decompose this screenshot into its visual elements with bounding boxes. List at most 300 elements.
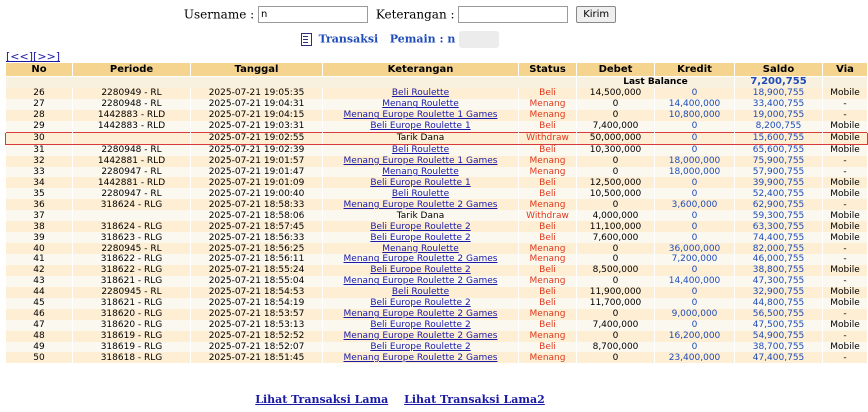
cell-kredit: 0	[655, 188, 735, 199]
cell-keterangan	[323, 110, 519, 121]
keterangan-link[interactable]: Beli Roulette	[391, 145, 450, 156]
cell-via: Mobile	[823, 221, 868, 232]
cell-no: 42	[6, 265, 73, 276]
cell-debet: 0	[577, 243, 655, 254]
cell-kredit: 18,000,000	[655, 167, 735, 178]
keterangan-input[interactable]	[458, 6, 568, 23]
lihat-transaksi-lama-link[interactable]: Lihat Transaksi Lama	[255, 393, 389, 406]
cell-saldo: 54,900,755	[735, 331, 823, 342]
cell-keterangan	[323, 199, 519, 210]
cell-status: Beli	[519, 265, 577, 276]
cell-keterangan	[323, 232, 519, 243]
cell-status: Beli	[519, 342, 577, 353]
cell-debet: 4,000,000	[577, 210, 655, 221]
cell-saldo: 47,400,755	[735, 352, 823, 363]
cell-tanggal: 2025-07-21 18:58:33	[191, 199, 323, 210]
cell-no: 38	[6, 221, 73, 232]
cell-keterangan	[323, 265, 519, 276]
cell-kredit: 0	[655, 287, 735, 298]
cell-status: Beli	[519, 298, 577, 309]
footer-links	[0, 393, 800, 406]
keterangan-link[interactable]: Beli Europe Roulette 2	[370, 341, 471, 352]
cell-no: 43	[6, 276, 73, 287]
cell-periode: 2280947 - RL	[73, 188, 191, 199]
cell-via: -	[823, 254, 868, 265]
table-row	[6, 309, 868, 320]
cell-debet: 10,300,000	[577, 144, 655, 155]
col-header-no: No	[6, 63, 73, 77]
cell-kredit: 0	[655, 320, 735, 331]
cell-saldo: 59,300,755	[735, 210, 823, 221]
table-row	[6, 210, 868, 221]
cell-no: 32	[6, 156, 73, 167]
cell-via: Mobile	[823, 287, 868, 298]
keterangan-link[interactable]: Beli Roulette	[391, 88, 450, 99]
col-header-via: Via	[823, 63, 868, 77]
table-row	[6, 188, 868, 199]
keterangan-link[interactable]: Menang Europe Roulette 2 Games	[343, 254, 498, 265]
cell-kredit: 7,200,000	[655, 254, 735, 265]
cell-saldo: 56,500,755	[735, 309, 823, 320]
cell-no: 30	[6, 132, 73, 144]
document-icon	[301, 33, 312, 46]
table-row	[6, 99, 868, 110]
pager-prev-link[interactable]: [<<]	[6, 50, 34, 63]
cell-via: Mobile	[823, 121, 868, 132]
cell-tanggal: 2025-07-21 18:56:25	[191, 243, 323, 254]
cell-no: 34	[6, 177, 73, 188]
cell-periode: 1442881 - RLD	[73, 177, 191, 188]
cell-keterangan	[323, 221, 519, 232]
cell-keterangan	[323, 121, 519, 132]
keterangan-link[interactable]: Menang Europe Roulette 2 Games	[343, 331, 498, 342]
cell-saldo: 33,400,755	[735, 99, 823, 110]
cell-saldo: 8,200,755	[735, 121, 823, 132]
keterangan-link[interactable]: Menang Europe Roulette 2 Games	[343, 309, 498, 320]
cell-status: Menang	[519, 331, 577, 342]
cell-keterangan	[323, 331, 519, 342]
cell-debet: 0	[577, 99, 655, 110]
cell-status: Menang	[519, 156, 577, 167]
page-title	[0, 31, 800, 48]
cell-kredit: 0	[655, 232, 735, 243]
cell-debet: 8,500,000	[577, 265, 655, 276]
cell-status: Menang	[519, 276, 577, 287]
cell-debet: 7,400,000	[577, 121, 655, 132]
cell-status: Withdraw	[519, 132, 577, 144]
cell-periode: 1442881 - RLD	[73, 156, 191, 167]
cell-no: 45	[6, 298, 73, 309]
cell-debet: 0	[577, 156, 655, 167]
col-header-saldo: Saldo	[735, 63, 823, 77]
cell-keterangan	[323, 132, 519, 144]
cell-kredit: 0	[655, 121, 735, 132]
keterangan-link[interactable]: Beli Europe Roulette 2	[370, 265, 471, 276]
cell-saldo: 62,900,755	[735, 199, 823, 210]
cell-tanggal: 2025-07-21 18:51:45	[191, 352, 323, 363]
cell-periode: 2280948 - RL	[73, 99, 191, 110]
cell-debet: 50,000,000	[577, 132, 655, 144]
cell-debet: 0	[577, 199, 655, 210]
cell-status: Beli	[519, 88, 577, 99]
table-row	[6, 320, 868, 331]
cell-debet: 10,500,000	[577, 188, 655, 199]
cell-no: 36	[6, 199, 73, 210]
last-balance-label: Last Balance	[577, 77, 735, 88]
cell-saldo: 57,900,755	[735, 167, 823, 178]
cell-kredit: 0	[655, 298, 735, 309]
keterangan-link[interactable]: Beli Europe Roulette 2	[370, 320, 471, 331]
cell-status: Menang	[519, 243, 577, 254]
cell-status: Beli	[519, 287, 577, 298]
keterangan-label: Keterangan :	[375, 7, 455, 22]
cell-tanggal: 2025-07-21 18:53:57	[191, 309, 323, 320]
cell-no: 47	[6, 320, 73, 331]
cell-periode: 2280949 - RL	[73, 88, 191, 99]
cell-saldo: 82,000,755	[735, 243, 823, 254]
table-row	[6, 132, 868, 144]
table-row	[6, 276, 868, 287]
cell-periode: 318624 - RLG	[73, 221, 191, 232]
cell-keterangan	[323, 287, 519, 298]
keterangan-link[interactable]: Beli Europe Roulette 1	[370, 121, 471, 132]
cell-kredit: 16,200,000	[655, 331, 735, 342]
table-row	[6, 110, 868, 121]
cell-no: 48	[6, 331, 73, 342]
cell-status: Menang	[519, 352, 577, 363]
cell-kredit: 36,000,000	[655, 243, 735, 254]
table-row	[6, 243, 868, 254]
cell-keterangan	[323, 320, 519, 331]
cell-periode: 2280947 - RL	[73, 167, 191, 178]
cell-tanggal: 2025-07-21 18:55:24	[191, 265, 323, 276]
title-pemain: Pemain : n	[389, 32, 456, 46]
cell-status: Beli	[519, 188, 577, 199]
cell-periode: 2280945 - RL	[73, 287, 191, 298]
cell-tanggal: 2025-07-21 19:03:31	[191, 121, 323, 132]
cell-tanggal: 2025-07-21 18:54:53	[191, 287, 323, 298]
cell-tanggal: 2025-07-21 19:01:57	[191, 156, 323, 167]
cell-tanggal: 2025-07-21 19:04:15	[191, 110, 323, 121]
cell-debet: 0	[577, 110, 655, 121]
kirim-button[interactable]: Kirim	[576, 6, 616, 23]
cell-kredit: 0	[655, 88, 735, 99]
table-row	[6, 88, 868, 99]
cell-keterangan	[323, 156, 519, 167]
keterangan-link[interactable]: Menang Europe Roulette 2 Games	[343, 352, 498, 363]
cell-periode: 318620 - RLG	[73, 320, 191, 331]
cell-status: Beli	[519, 177, 577, 188]
keterangan-link[interactable]: Beli Roulette	[391, 188, 450, 199]
cell-debet: 0	[577, 331, 655, 342]
keterangan-link[interactable]: Menang Roulette	[382, 243, 459, 254]
cell-kredit: 14,400,000	[655, 276, 735, 287]
cell-no: 27	[6, 99, 73, 110]
cell-saldo: 47,500,755	[735, 320, 823, 331]
keterangan-link[interactable]: Beli Europe Roulette 2	[370, 221, 471, 232]
cell-via: -	[823, 309, 868, 320]
cell-kredit: 0	[655, 265, 735, 276]
cell-debet: 0	[577, 167, 655, 178]
cell-keterangan	[323, 309, 519, 320]
cell-no: 29	[6, 121, 73, 132]
cell-no: 35	[6, 188, 73, 199]
cell-keterangan	[323, 167, 519, 178]
title-transaksi: Transaksi	[318, 32, 379, 46]
cell-periode: 318619 - RLG	[73, 342, 191, 353]
cell-tanggal: 2025-07-21 18:53:13	[191, 320, 323, 331]
keterangan-link[interactable]: Beli Europe Roulette 1	[370, 177, 471, 188]
username-input[interactable]	[258, 6, 368, 23]
cell-saldo: 75,900,755	[735, 156, 823, 167]
cell-via: Mobile	[823, 210, 868, 221]
table-row	[6, 352, 868, 363]
cell-periode: 1442883 - RLD	[73, 121, 191, 132]
cell-keterangan	[323, 342, 519, 353]
cell-tanggal: 2025-07-21 19:00:40	[191, 188, 323, 199]
cell-tanggal: 2025-07-21 19:02:39	[191, 144, 323, 155]
keterangan-link[interactable]: Menang Europe Roulette 2 Games	[343, 276, 498, 287]
cell-saldo: 39,900,755	[735, 177, 823, 188]
cell-tanggal: 2025-07-21 18:54:19	[191, 298, 323, 309]
cell-saldo: 44,800,755	[735, 298, 823, 309]
transaction-table	[5, 62, 868, 363]
cell-tanggal: 2025-07-21 18:52:07	[191, 342, 323, 353]
cell-debet: 7,400,000	[577, 320, 655, 331]
cell-tanggal: 2025-07-21 18:55:04	[191, 276, 323, 287]
cell-keterangan	[323, 99, 519, 110]
last-balance-row	[6, 77, 868, 88]
cell-via: -	[823, 156, 868, 167]
col-header-debet: Debet	[577, 63, 655, 77]
cell-periode: 318618 - RLG	[73, 352, 191, 363]
cell-tanggal: 2025-07-21 19:04:31	[191, 99, 323, 110]
cell-saldo: 52,400,755	[735, 188, 823, 199]
cell-saldo: 15,600,755	[735, 132, 823, 144]
lihat-transaksi-lama2-link[interactable]: Lihat Transaksi Lama2	[404, 393, 545, 406]
cell-debet: 11,900,000	[577, 287, 655, 298]
cell-via: -	[823, 331, 868, 342]
cell-debet: 0	[577, 352, 655, 363]
cell-kredit: 0	[655, 342, 735, 353]
table-row	[6, 144, 868, 155]
cell-via: -	[823, 199, 868, 210]
pager-next-link[interactable]: [>>]	[33, 50, 61, 63]
cell-status: Beli	[519, 144, 577, 155]
cell-no: 31	[6, 144, 73, 155]
table-row	[6, 331, 868, 342]
cell-kredit: 14,400,000	[655, 99, 735, 110]
table-header-row	[6, 63, 868, 77]
keterangan-link[interactable]: Menang Europe Roulette 1 Games	[343, 110, 498, 121]
col-header-keterangan: Keterangan	[323, 63, 519, 77]
cell-status: Withdraw	[519, 210, 577, 221]
cell-debet: 0	[577, 276, 655, 287]
cell-periode: 318621 - RLG	[73, 276, 191, 287]
keterangan-link[interactable]: Menang Europe Roulette 2 Games	[343, 199, 498, 210]
table-row	[6, 156, 868, 167]
cell-via: Mobile	[823, 298, 868, 309]
cell-keterangan	[323, 254, 519, 265]
cell-saldo: 47,300,755	[735, 276, 823, 287]
cell-via: Mobile	[823, 132, 868, 144]
cell-no: 40	[6, 243, 73, 254]
keterangan-link[interactable]: Menang Europe Roulette 1 Games	[343, 156, 498, 167]
cell-no: 26	[6, 88, 73, 99]
cell-no: 28	[6, 110, 73, 121]
cell-keterangan	[323, 210, 519, 221]
cell-saldo: 63,300,755	[735, 221, 823, 232]
cell-via: -	[823, 243, 868, 254]
cell-saldo: 65,600,755	[735, 144, 823, 155]
cell-periode: 318621 - RLG	[73, 298, 191, 309]
cell-kredit: 3,600,000	[655, 199, 735, 210]
cell-no: 39	[6, 232, 73, 243]
keterangan-link[interactable]: Menang Roulette	[382, 166, 459, 177]
cell-no: 44	[6, 287, 73, 298]
cell-kredit: 0	[655, 177, 735, 188]
cell-keterangan	[323, 144, 519, 155]
cell-periode: 318622 - RLG	[73, 254, 191, 265]
cell-via: Mobile	[823, 188, 868, 199]
cell-status: Beli	[519, 320, 577, 331]
cell-saldo: 38,800,755	[735, 265, 823, 276]
cell-kredit: 9,000,000	[655, 309, 735, 320]
keterangan-link[interactable]: Beli Europe Roulette 2	[370, 232, 471, 243]
cell-via: Mobile	[823, 88, 868, 99]
col-header-tanggal: Tanggal	[191, 63, 323, 77]
cell-debet: 0	[577, 254, 655, 265]
table-row	[6, 342, 868, 353]
col-header-status: Status	[519, 63, 577, 77]
cell-debet: 11,100,000	[577, 221, 655, 232]
cell-debet: 7,600,000	[577, 232, 655, 243]
cell-status: Beli	[519, 221, 577, 232]
table-row	[6, 287, 868, 298]
cell-status: Menang	[519, 110, 577, 121]
cell-saldo: 46,000,755	[735, 254, 823, 265]
cell-status: Menang	[519, 99, 577, 110]
cell-no: 46	[6, 309, 73, 320]
keterangan-text: Tarik Dana	[396, 210, 445, 221]
cell-keterangan	[323, 88, 519, 99]
cell-status: Beli	[519, 232, 577, 243]
last-balance-value: 7,200,755	[735, 77, 823, 88]
redacted-username	[459, 31, 499, 48]
table-row	[6, 199, 868, 210]
cell-no: 41	[6, 254, 73, 265]
cell-tanggal: 2025-07-21 19:01:09	[191, 177, 323, 188]
cell-debet: 12,500,000	[577, 177, 655, 188]
cell-status: Menang	[519, 309, 577, 320]
cell-saldo: 19,000,755	[735, 110, 823, 121]
cell-tanggal: 2025-07-21 19:05:35	[191, 88, 323, 99]
cell-via: -	[823, 167, 868, 178]
cell-saldo: 32,900,755	[735, 287, 823, 298]
cell-kredit: 23,400,000	[655, 352, 735, 363]
cell-periode: 2280948 - RL	[73, 144, 191, 155]
search-bar	[0, 6, 800, 26]
table-row	[6, 121, 868, 132]
cell-keterangan	[323, 243, 519, 254]
cell-debet: 8,700,000	[577, 342, 655, 353]
cell-saldo: 38,700,755	[735, 342, 823, 353]
cell-via: Mobile	[823, 342, 868, 353]
table-row	[6, 221, 868, 232]
keterangan-text: Tarik Dana	[396, 133, 445, 144]
cell-tanggal: 2025-07-21 19:01:47	[191, 167, 323, 178]
cell-status: Menang	[519, 167, 577, 178]
cell-tanggal: 2025-07-21 19:02:55	[191, 132, 323, 144]
col-header-periode: Periode	[73, 63, 191, 77]
username-label: Username :	[183, 7, 255, 22]
cell-tanggal: 2025-07-21 18:57:45	[191, 221, 323, 232]
cell-via: Mobile	[823, 320, 868, 331]
cell-periode: 318620 - RLG	[73, 309, 191, 320]
table-row	[6, 232, 868, 243]
cell-periode: 318619 - RLG	[73, 331, 191, 342]
cell-kredit: 0	[655, 132, 735, 144]
keterangan-link[interactable]: Beli Europe Roulette 2	[370, 298, 471, 309]
table-row	[6, 254, 868, 265]
cell-kredit: 10,800,000	[655, 110, 735, 121]
cell-keterangan	[323, 188, 519, 199]
cell-kredit: 0	[655, 221, 735, 232]
cell-status: Beli	[519, 121, 577, 132]
col-header-kredit: Kredit	[655, 63, 735, 77]
cell-saldo: 18,900,755	[735, 88, 823, 99]
cell-via: -	[823, 110, 868, 121]
cell-tanggal: 2025-07-21 18:56:33	[191, 232, 323, 243]
cell-periode: 2280945 - RL	[73, 243, 191, 254]
cell-keterangan	[323, 177, 519, 188]
keterangan-link[interactable]: Menang Roulette	[382, 99, 459, 110]
table-row	[6, 167, 868, 178]
cell-via: Mobile	[823, 265, 868, 276]
cell-keterangan	[323, 276, 519, 287]
cell-periode	[73, 132, 191, 144]
cell-keterangan	[323, 352, 519, 363]
cell-no: 50	[6, 352, 73, 363]
cell-kredit: 0	[655, 210, 735, 221]
cell-via: -	[823, 352, 868, 363]
cell-kredit: 18,000,000	[655, 156, 735, 167]
cell-debet: 11,700,000	[577, 298, 655, 309]
cell-status: Menang	[519, 254, 577, 265]
cell-tanggal: 2025-07-21 18:58:06	[191, 210, 323, 221]
cell-no: 37	[6, 210, 73, 221]
cell-debet: 0	[577, 309, 655, 320]
cell-periode: 318624 - RLG	[73, 199, 191, 210]
table-row	[6, 177, 868, 188]
keterangan-link[interactable]: Beli Roulette	[391, 287, 450, 298]
cell-periode: 318623 - RLG	[73, 232, 191, 243]
cell-kredit: 0	[655, 144, 735, 155]
cell-saldo: 74,400,755	[735, 232, 823, 243]
cell-via: Mobile	[823, 177, 868, 188]
cell-tanggal: 2025-07-21 18:52:52	[191, 331, 323, 342]
cell-debet: 14,500,000	[577, 88, 655, 99]
cell-via: -	[823, 276, 868, 287]
table-row	[6, 298, 868, 309]
cell-periode: 1442883 - RLD	[73, 110, 191, 121]
cell-via: Mobile	[823, 232, 868, 243]
table-row	[6, 265, 868, 276]
cell-status: Menang	[519, 199, 577, 210]
cell-no: 49	[6, 342, 73, 353]
cell-periode	[73, 210, 191, 221]
cell-keterangan	[323, 298, 519, 309]
